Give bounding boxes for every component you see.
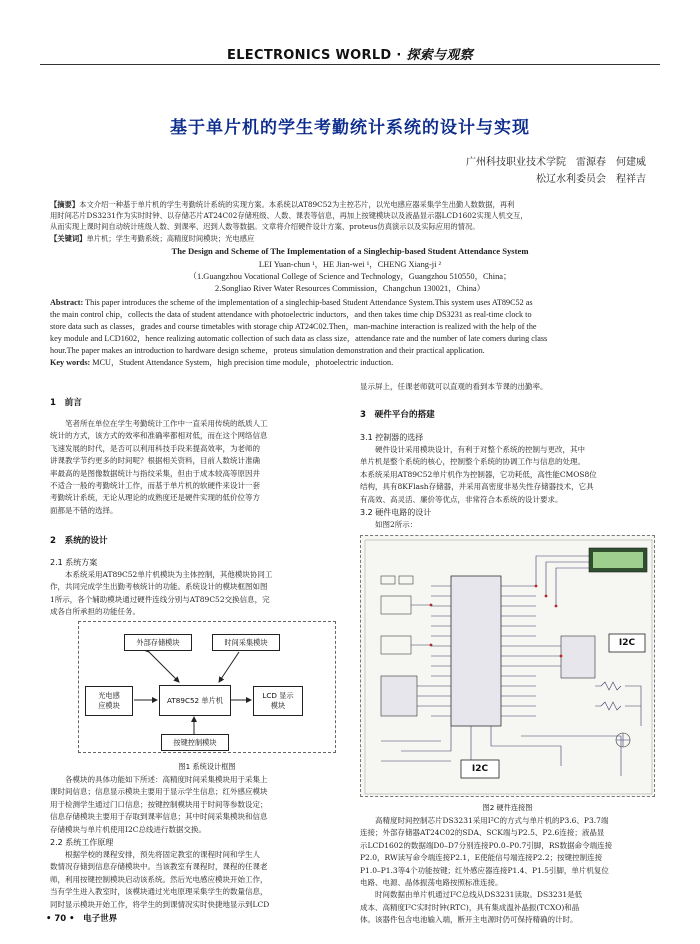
journal-name: ELECTRONICS WORLD ·	[227, 48, 407, 63]
section-3-2-paragraph: 高精度时间控制芯片DS3231采用I²C的方式与单片机的P3.6、P3.7端 连接；外部存储器AT24C02的SDA、SCK端与P2.5、P2.6连接；液晶显 示LCD1602的数据端D0–D7分别连接P0.0–P0.7引脚，RS数据命令端连接 P2.0，RW读写命令端连接P2.1，E使能信号端连接P2.2；按键控制连接 P1.0–P1.3等4个功能按键；红外感应器连接P1.4、P1.5引脚，单片机复位 电路、电源、晶体振荡电路按照标准连接。 时间数据由单片机通过I²C总线从DS3231读取。DS3231是低 成本、高精度I²C实时时钟(RTC)，具有集成温补晶振(TCXO)和晶 体。该器件包含电池输入端，断开主电源时仍可保持精确的计时。	[360, 816, 613, 925]
section-3-2-intro: 如图2所示：	[360, 520, 418, 529]
abstract-cn-label: 【摘要】	[50, 200, 80, 209]
abstract-cn-line: 【摘要】本文介绍一种基于单片机的学生考勤统计系统的实现方案。本系统以AT89C52为主控芯片，以光电感应器采集学生出勤人数数据，再利	[50, 200, 515, 209]
keywords-cn-label: 【关键词】	[50, 233, 87, 243]
author-line-1: 广州科技职业技术学院 雷源春 何建威	[466, 157, 646, 168]
schematic-drawing	[361, 536, 655, 797]
mcu-block: AT89C52 单片机	[159, 685, 231, 716]
section-2-1-paragraph: 本系统采用AT89C52单片机模块为主体控制，其他模块协同工 作，共同完成学生出勤考核统计的功能。系统设计的模块框图如图 1所示，各个辅助模块通过硬件连线分别与AT89C52交换信息，完 成各自所承担的功能任务。	[50, 570, 273, 617]
english-title: The Design and Scheme of The Implementation of a Singlechip-based Student Attendance System	[171, 246, 529, 256]
section-1-paragraph: 笔者所在单位在学生考勤统计工作中一直采用传统的纸质人工 统计的方式，该方式的效率和准确率都相对低，而在这个网络信息 飞速发展的时代，是否可以利用科技手段来提高效率，为老师的 讲课教学节约更多的时间呢？根据相关资料，目前人数统计准确 率最高的是图像数据统计与指纹采集，但由于成本较高等原因并 不适合一般的考勤统计工作，而基于单片机的软硬件来设计一套 考勤统计系统，无论从理论的成熟度还是硬件实现的低价位等方 面都是不错的选择。	[50, 419, 268, 515]
i2c-label-top: I2C	[618, 638, 636, 648]
abstract-cn-line: 用时间芯片DS3231作为实时时钟、以存储芯片AT24C02存储班级、人数、课表等信息，再加上按键模块以及液晶显示器LCD1602实现人机交互，	[50, 211, 528, 221]
lcd-block: LCD 显示 模块	[253, 686, 303, 716]
system-block-diagram	[78, 621, 336, 753]
keywords-cn: 【关键词】单片机；学生考勤系统；高精度时间模块；光电感应	[50, 233, 255, 243]
section-2-2-heading: 2.2 系统工作原理	[50, 838, 114, 847]
english-affiliation-1: （1.Guangzhou Vocational College of Science and Technology，Guangzhou 510550，China；	[188, 272, 512, 281]
arrow-time-mcu	[219, 652, 239, 682]
section-1-heading: 1 前言	[50, 398, 82, 408]
external-storage-block: 外部存储模块	[124, 634, 192, 651]
journal-section: 探索与观察	[406, 48, 473, 63]
figure-2-caption: 图2 硬件连接图	[482, 803, 533, 812]
section-2-heading: 2 系统的设计	[50, 536, 108, 546]
abstract-en-line: hour.The paper makes an introduction to hardware design scheme，proteus simulation demonstration and their practical application.	[50, 346, 485, 355]
page-number: • 70 •	[46, 914, 75, 924]
sensor-block: 光电感 应模块	[85, 686, 133, 716]
abstract-en-line: store data such as classes，grades and course timetables with storage chip AT24C02.Then，man-machine interaction is realized with the help of the	[50, 322, 537, 331]
english-authors: LEI Yuan-chun ¹，HE Jian-wei ¹，CHENG Xiang-ji ²	[258, 260, 442, 269]
page-footer	[46, 912, 117, 924]
abstract-en-line: the main control chip，collects the data of student attendance with photoelectric inductors，and then takes time chip DS3231 as real-time clock to	[50, 310, 532, 319]
right-column-intro: 显示屏上，任课老师就可以直观的看到本节课的出勤率。	[360, 382, 548, 391]
footer-journal: 电子世界	[83, 914, 118, 924]
abstract-en-line: Abstract: This paper introduces the scheme of the implementation of a singlechip-based Student Attendance System.This system uses AT89C52 as	[50, 298, 533, 307]
section-3-1-heading: 3.1 控制器的选择	[360, 433, 424, 442]
section-3-1-paragraph: 硬件设计采用模块设计，有利于对整个系统的控制与更改，其中 单片机是整个系统的核心，控制整个系统的协调工作与信息的处理。 本系统采用AT89C52单片机作为控制器，它功耗低，高性能CMOS8位 结构，具有8KFlash存储器，并采用高密度非易失性存储器技术，它具 有高效、高灵活、廉价等优点，非常符合本系统的设计要求。	[360, 445, 597, 504]
abstract-en-line: key module and LCD1602，hence realizing automatic collection of such data as class size，attendance rate and the number of late comers during class	[50, 334, 548, 343]
english-affiliation-2: 2.Songliao River Water Resources Commission，Changchun 130021，China）	[215, 284, 485, 293]
section-3-heading: 3 硬件平台的搭建	[360, 410, 435, 420]
arrow-storage-mcu	[149, 652, 179, 682]
section-2-1-continued: 各模块的具体功能如下所述：高精度时间采集模块用于采集上 课时间信息；信息显示模块主要用于显示学生信息；红外感应模块 用于检测学生通过门口信息；按键控制模块用于时间等参数设定； 信息存储模块主要用于存取到课率信息；其中时间采集模块和信息 存储模块与单片机使用I2C总线进行数据交换。	[50, 775, 268, 834]
figure-1-caption: 图1 系统设计框图	[178, 762, 236, 771]
abstract-cn	[50, 199, 652, 244]
hardware-schematic	[360, 535, 655, 797]
keywords-en: Key words: MCU，Student Attendance System，high precision time module，photoelectric induction.	[50, 358, 394, 367]
header-rule	[40, 64, 660, 65]
abstract-cn-line: 从而实现上课时间自动统计班级人数、到课率、迟到人数等数据。文章将介绍硬件设计方案、proteus仿真演示以及实际应用的情况。	[50, 222, 480, 232]
section-2-2-paragraph: 根据学校的课程安排，预先将固定教室的课程时间和学生人 数情况存储到信息存储模块中。当该教室有课程时，课程的任课老 师，利用按键控制模块启动该系统。然后光电感应模块开始工作， 当有学生进入教室时，该模块通过光电原理采集学生的数量信息， 同时显示模块开始工作，将学生的到课情况实时快捷地显示到LCD	[50, 850, 270, 909]
i2c-label-bottom: I2C	[471, 764, 489, 774]
abstract-en-label: Abstract:	[50, 298, 84, 307]
abstract-en	[50, 297, 652, 369]
keywords-en-label: Key words:	[50, 358, 91, 367]
section-3-2-heading: 3.2 硬件电路的设计	[360, 508, 432, 517]
journal-masthead	[0, 44, 700, 63]
author-line-2: 松辽水利委员会 程祥吉	[536, 174, 646, 185]
article-title: 基于单片机的学生考勤统计系统的设计与实现	[170, 118, 530, 138]
time-module-block: 时间采集模块	[212, 634, 280, 651]
section-2-1-heading: 2.1 系统方案	[50, 558, 98, 567]
keypad-block: 按键控制模块	[161, 734, 229, 751]
